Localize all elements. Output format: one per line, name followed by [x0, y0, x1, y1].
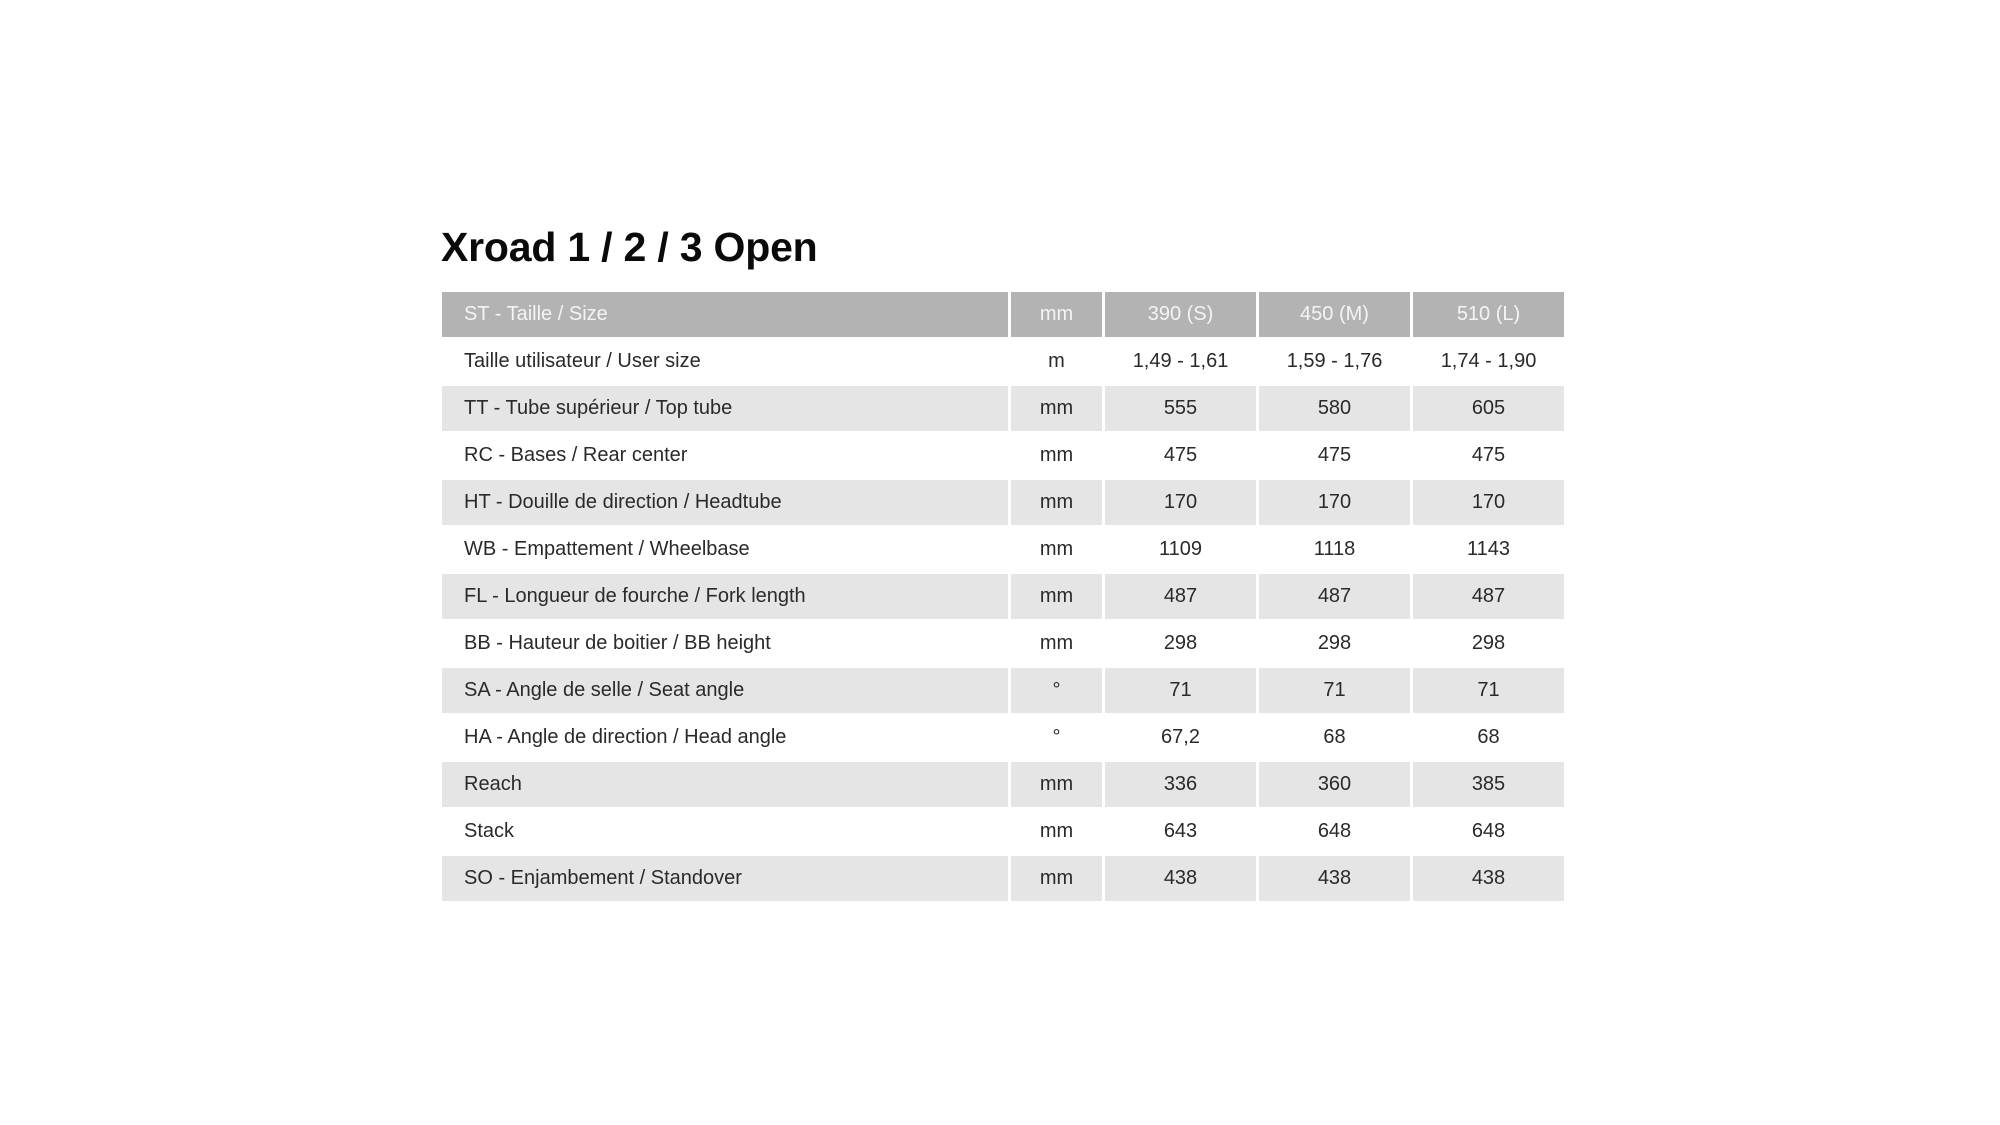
size-m-cell: 298 [1259, 621, 1410, 666]
table-row [442, 762, 1564, 807]
size-m-cell: 487 [1259, 574, 1410, 619]
table-row [442, 621, 1564, 666]
size-l-cell: 648 [1413, 809, 1564, 854]
size-l-cell: 475 [1413, 433, 1564, 478]
table-row [442, 480, 1564, 525]
unit-cell: mm [1011, 856, 1102, 901]
table-header [442, 292, 1564, 337]
row-label-cell: BB - Hauteur de boitier / BB height [442, 621, 1008, 666]
header-label-cell: ST - Taille / Size [442, 292, 1008, 337]
size-l-cell: 487 [1413, 574, 1564, 619]
unit-cell: mm [1011, 621, 1102, 666]
unit-cell: mm [1011, 433, 1102, 478]
unit-cell: mm [1011, 386, 1102, 431]
row-label-cell: SA - Angle de selle / Seat angle [442, 668, 1008, 713]
size-s-cell: 475 [1105, 433, 1256, 478]
table-row [442, 386, 1564, 431]
table-row [442, 715, 1564, 760]
size-s-cell: 170 [1105, 480, 1256, 525]
size-l-cell: 1143 [1413, 527, 1564, 572]
unit-cell: mm [1011, 574, 1102, 619]
size-s-cell: 67,2 [1105, 715, 1256, 760]
row-label-cell: Stack [442, 809, 1008, 854]
size-l-cell: 605 [1413, 386, 1564, 431]
table-row [442, 574, 1564, 619]
size-l-cell: 298 [1413, 621, 1564, 666]
geometry-table [439, 290, 1567, 903]
size-l-cell: 71 [1413, 668, 1564, 713]
page-title: Xroad 1 / 2 / 3 Open [441, 224, 818, 270]
size-m-cell: 170 [1259, 480, 1410, 525]
unit-cell: m [1011, 339, 1102, 384]
size-l-cell: 68 [1413, 715, 1564, 760]
size-m-cell: 475 [1259, 433, 1410, 478]
size-s-cell: 487 [1105, 574, 1256, 619]
header-size-m-cell: 450 (M) [1259, 292, 1410, 337]
unit-cell: mm [1011, 809, 1102, 854]
unit-cell: mm [1011, 480, 1102, 525]
table-body [442, 339, 1564, 901]
unit-cell: ° [1011, 715, 1102, 760]
row-label-cell: RC - Bases / Rear center [442, 433, 1008, 478]
size-m-cell: 1118 [1259, 527, 1410, 572]
unit-cell: mm [1011, 762, 1102, 807]
table-row [442, 668, 1564, 713]
row-label-cell: Taille utilisateur / User size [442, 339, 1008, 384]
header-unit-cell: mm [1011, 292, 1102, 337]
table-row [442, 856, 1564, 901]
size-m-cell: 71 [1259, 668, 1410, 713]
size-s-cell: 555 [1105, 386, 1256, 431]
header-row [442, 292, 1564, 337]
size-s-cell: 643 [1105, 809, 1256, 854]
size-l-cell: 170 [1413, 480, 1564, 525]
table-row [442, 527, 1564, 572]
size-m-cell: 648 [1259, 809, 1410, 854]
unit-cell: ° [1011, 668, 1102, 713]
row-label-cell: Reach [442, 762, 1008, 807]
row-label-cell: HT - Douille de direction / Headtube [442, 480, 1008, 525]
size-m-cell: 1,59 - 1,76 [1259, 339, 1410, 384]
row-label-cell: HA - Angle de direction / Head angle [442, 715, 1008, 760]
table-row [442, 433, 1564, 478]
size-s-cell: 298 [1105, 621, 1256, 666]
size-m-cell: 438 [1259, 856, 1410, 901]
size-l-cell: 385 [1413, 762, 1564, 807]
size-l-cell: 1,74 - 1,90 [1413, 339, 1564, 384]
header-size-l-cell: 510 (L) [1413, 292, 1564, 337]
row-label-cell: SO - Enjambement / Standover [442, 856, 1008, 901]
row-label-cell: WB - Empattement / Wheelbase [442, 527, 1008, 572]
size-m-cell: 68 [1259, 715, 1410, 760]
size-m-cell: 360 [1259, 762, 1410, 807]
table-row [442, 809, 1564, 854]
size-s-cell: 336 [1105, 762, 1256, 807]
unit-cell: mm [1011, 527, 1102, 572]
size-l-cell: 438 [1413, 856, 1564, 901]
row-label-cell: TT - Tube supérieur / Top tube [442, 386, 1008, 431]
size-s-cell: 438 [1105, 856, 1256, 901]
size-s-cell: 71 [1105, 668, 1256, 713]
table-row [442, 339, 1564, 384]
header-size-s-cell: 390 (S) [1105, 292, 1256, 337]
size-m-cell: 580 [1259, 386, 1410, 431]
size-s-cell: 1,49 - 1,61 [1105, 339, 1256, 384]
row-label-cell: FL - Longueur de fourche / Fork length [442, 574, 1008, 619]
size-s-cell: 1109 [1105, 527, 1256, 572]
